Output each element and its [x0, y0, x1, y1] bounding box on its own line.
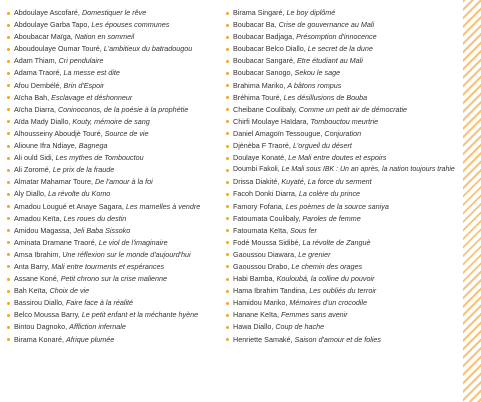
- bullet-icon: [226, 48, 229, 51]
- book-list-left: [6, 7, 231, 346]
- book-title: Crise de gouvernance au Mali: [278, 20, 375, 30]
- bullet-icon: [7, 290, 10, 293]
- bullet-icon: [7, 96, 10, 99]
- author-name: Fatoumata Keïta,: [233, 225, 289, 235]
- book-title: Mali entre tourments et espérances: [51, 261, 165, 271]
- book-title: Coninoconos, de la poésie à la prophétie: [57, 104, 189, 114]
- book-title: Le petit enfant et la méchante hyène: [81, 310, 199, 320]
- book-title: L'ambitieux du batradougou: [103, 44, 193, 54]
- bullet-icon: [226, 145, 229, 148]
- bullet-icon: [226, 229, 229, 232]
- book-title: Coup de hache: [275, 322, 325, 332]
- book-title: Affliction infernale: [69, 322, 126, 332]
- book-title: Le grenier: [298, 249, 331, 259]
- book-title: Faire face à la réalité: [65, 298, 134, 308]
- list-item: [225, 309, 455, 321]
- book-title: Comme un petit air de démocratie: [298, 104, 408, 114]
- book-title: Le secret de la dune: [307, 44, 373, 54]
- list-item: [6, 31, 231, 43]
- list-item: [6, 273, 231, 285]
- list-item: [6, 164, 231, 176]
- bullet-icon: [7, 169, 10, 172]
- list-item: [6, 201, 231, 213]
- author-name: Hamidou Mariko,: [233, 298, 288, 308]
- list-item: [6, 55, 231, 67]
- bullet-icon: [7, 193, 10, 196]
- author-name: Abdoulaye Garba Tapo,: [14, 20, 90, 30]
- list-item: [225, 176, 455, 188]
- author-name: Fatoumata Coulibaly,: [233, 213, 301, 223]
- list-item: [6, 43, 231, 55]
- list-item: [6, 80, 231, 92]
- author-name: Hawa Diallo,: [233, 322, 274, 332]
- book-title: De l'amour à la foi: [94, 177, 153, 187]
- author-name: Almatar Mahamar Toure,: [14, 177, 93, 187]
- bullet-icon: [226, 253, 229, 256]
- list-item: [225, 261, 455, 273]
- author-name: Habi Bamba,: [233, 274, 275, 284]
- book-title: Les mamelles à vendre: [125, 201, 201, 211]
- bullet-icon: [226, 120, 229, 123]
- book-title: Le chemin des orages: [291, 261, 363, 271]
- left-book-list: [6, 7, 231, 346]
- bullet-icon: [7, 326, 10, 329]
- book-title: Kouloubá, la colline du pouvoir: [276, 274, 375, 284]
- author-name: Afou Dembélé,: [14, 80, 62, 90]
- list-item: [225, 43, 455, 55]
- bullet-icon: [226, 326, 229, 329]
- author-name: Adama Traoré,: [14, 68, 62, 78]
- list-item: [6, 285, 231, 297]
- author-name: Boubacar Badjaga,: [233, 32, 295, 42]
- author-name: Cheibane Coulibaly,: [233, 104, 297, 114]
- list-item: [225, 273, 455, 285]
- book-title: Les oubliés du terroir: [309, 286, 377, 296]
- author-name: Bintou Dagnoko,: [14, 322, 68, 332]
- author-name: Famory Fofana,: [233, 201, 284, 211]
- bullet-icon: [226, 278, 229, 281]
- list-item: [6, 152, 231, 164]
- author-name: Boubacar Ba,: [233, 20, 277, 30]
- bullet-icon: [7, 84, 10, 87]
- book-title: Esclavage et déshonneur: [51, 92, 133, 102]
- bullet-icon: [7, 145, 10, 148]
- author-name: Fodé Moussa Sidibé,: [233, 237, 301, 247]
- list-item: [6, 297, 231, 309]
- list-item: [6, 128, 231, 140]
- bullet-icon: [226, 108, 229, 111]
- list-item: [225, 249, 455, 261]
- book-title: Source de vie: [104, 128, 149, 138]
- bullet-icon: [7, 253, 10, 256]
- author-name: Drissa Diakité,: [233, 177, 280, 187]
- bullet-icon: [7, 338, 10, 341]
- author-name: Amsa Ibrahim,: [14, 249, 61, 259]
- bullet-icon: [226, 205, 229, 208]
- bullet-icon: [226, 181, 229, 184]
- book-title: Jeli Baba Sissoko: [73, 225, 131, 235]
- author-name: Boubacar Sanogo,: [233, 68, 293, 78]
- bullet-icon: [7, 278, 10, 281]
- author-name: Facoh Donki Diarra,: [233, 189, 297, 199]
- book-title: Bagnega: [78, 141, 108, 151]
- book-title: Kuyaté, La force du serment: [281, 177, 372, 187]
- right-book-list: [225, 7, 455, 346]
- list-item: [6, 67, 231, 79]
- bullet-icon: [226, 265, 229, 268]
- bullet-icon: [226, 241, 229, 244]
- author-name: Boubacar Belco Diallo,: [233, 44, 306, 54]
- list-item: [6, 140, 231, 152]
- list-item: [6, 92, 231, 104]
- author-name: Bassirou Diallo,: [14, 298, 64, 308]
- author-name: Amadou Lougué et Anaye Sagara,: [14, 201, 124, 211]
- bullet-icon: [7, 229, 10, 232]
- author-name: Aïcha Diarra,: [14, 104, 56, 114]
- list-item: [225, 164, 455, 176]
- author-name: Ali Zoromé,: [14, 165, 51, 175]
- book-title: Kouty, mémoire de sang: [72, 116, 150, 126]
- bullet-icon: [226, 36, 229, 39]
- list-item: [6, 104, 231, 116]
- book-title: Les désillusions de Bouba: [283, 92, 368, 102]
- book-title: La messe est dite: [63, 68, 120, 78]
- list-item: [6, 261, 231, 273]
- book-title: Etre étudiant au Mali: [296, 56, 363, 66]
- author-name: Gaoussou Drabo,: [233, 261, 290, 271]
- author-name: Anta Barry,: [14, 261, 50, 271]
- book-title: Le Mali sous IBK : Un an après, la nation toujours trahie: [281, 166, 455, 174]
- book-title: Femmes sans avenir: [280, 310, 348, 320]
- bullet-icon: [7, 314, 10, 317]
- author-name: Birama Singaré,: [233, 8, 285, 17]
- list-item: [225, 19, 455, 31]
- author-name: Boubacar Sangaré,: [233, 56, 295, 66]
- author-name: Assane Koné,: [14, 274, 59, 284]
- author-name: Amidou Magassa,: [14, 225, 72, 235]
- book-title: Petit chrono sur la crise malienne: [60, 274, 168, 284]
- book-title: Sous fer: [290, 225, 317, 235]
- list-item: [225, 152, 455, 164]
- list-item: [225, 213, 455, 225]
- bullet-icon: [7, 132, 10, 135]
- list-item: [6, 249, 231, 261]
- list-item: [6, 309, 231, 321]
- author-name: Doulaye Konaté,: [233, 153, 287, 163]
- list-item: [225, 237, 455, 249]
- bullet-icon: [226, 60, 229, 63]
- author-name: Birama Konaré,: [14, 334, 64, 344]
- bullet-icon: [226, 302, 229, 305]
- author-name: Brahima Mariko,: [233, 80, 286, 90]
- book-title: Les mythes de Tombouctou: [55, 153, 144, 163]
- list-item: [225, 201, 455, 213]
- list-item: [225, 297, 455, 309]
- decorative-stripe: [463, 0, 481, 402]
- book-title: Sekou le sage: [294, 68, 341, 78]
- list-item: [6, 176, 231, 188]
- list-item: [225, 140, 455, 152]
- bullet-icon: [226, 12, 229, 15]
- list-item: [6, 7, 231, 19]
- bullet-icon: [7, 60, 10, 63]
- bullet-icon: [7, 24, 10, 27]
- list-item: [6, 321, 231, 333]
- bullet-icon: [7, 302, 10, 305]
- author-name: Aboudoulaye Oumar Touré,: [14, 44, 102, 54]
- list-item: [225, 92, 455, 104]
- author-name: Gaoussou Diawara,: [233, 249, 297, 259]
- bullet-icon: [226, 72, 229, 75]
- bullet-icon: [7, 108, 10, 111]
- book-title: Une réflexion sur le monde d'aujourd'hui: [62, 249, 191, 259]
- list-item: [225, 31, 455, 43]
- bullet-icon: [226, 169, 229, 172]
- author-name: Hama Ibrahim Tandina,: [233, 286, 308, 296]
- bullet-icon: [7, 48, 10, 51]
- book-title: A bâtons rompus: [287, 80, 342, 90]
- book-title: Saison d'amour et de folies: [294, 334, 382, 344]
- book-title: Cri pendulaire: [58, 56, 104, 66]
- book-title: Choix de vie: [49, 286, 90, 296]
- list-item: [225, 225, 455, 237]
- author-name: Alioune Ifra Ndiaye,: [14, 141, 77, 151]
- book-title: La révolte de Zanguè: [302, 237, 371, 247]
- list-item: [225, 285, 455, 297]
- author-name: Djènèba F Traoré,: [233, 141, 291, 151]
- list-item: [6, 237, 231, 249]
- author-name: Daniel Amagoïn Tessougue,: [233, 128, 323, 138]
- list-item: [225, 67, 455, 79]
- bullet-icon: [226, 84, 229, 87]
- book-title: Paroles de femme: [302, 213, 361, 223]
- list-item: [225, 104, 455, 116]
- bullet-icon: [7, 120, 10, 123]
- bullet-icon: [7, 217, 10, 220]
- author-name: Aïda Mady Diallo,: [14, 116, 71, 126]
- bullet-icon: [7, 241, 10, 244]
- bullet-icon: [226, 314, 229, 317]
- book-title: Les poèmes de la source saniya: [285, 201, 389, 211]
- book-title: Mémoires d'un crocodile: [289, 298, 368, 308]
- author-name: Amadou Keïta,: [14, 213, 62, 223]
- bullet-icon: [226, 290, 229, 293]
- bullet-icon: [7, 181, 10, 184]
- bullet-icon: [226, 132, 229, 135]
- author-name: Hanane Keïta,: [233, 310, 279, 320]
- book-list-right: [225, 7, 455, 346]
- list-item: [225, 128, 455, 140]
- bullet-icon: [7, 36, 10, 39]
- author-name: Bah Keïta,: [14, 286, 48, 296]
- author-name: Ali ould Sidi,: [14, 153, 54, 163]
- book-title: Nation en sommeil: [74, 32, 135, 42]
- book-title: La colère du prince: [298, 189, 361, 199]
- bullet-icon: [226, 157, 229, 160]
- book-title: Les roues du destin: [63, 213, 127, 223]
- list-item: [225, 7, 455, 19]
- list-item: [225, 321, 455, 333]
- book-title: Le Mali entre doutes et espoirs: [288, 153, 387, 163]
- author-name: Belco Moussa Barry,: [14, 310, 80, 320]
- bullet-icon: [7, 205, 10, 208]
- bullet-icon: [7, 12, 10, 15]
- book-title: Domestiquer le rêve: [81, 8, 147, 17]
- bullet-icon: [226, 96, 229, 99]
- book-title: La révolte du Komo: [47, 189, 111, 199]
- list-item: [6, 19, 231, 31]
- author-name: Aminata Dramane Traoré,: [14, 237, 97, 247]
- list-item: [225, 188, 455, 200]
- author-name: Doumbi Fakoli,: [233, 166, 280, 174]
- author-name: Aboubacar Maïga,: [14, 32, 73, 42]
- book-title: L'orgueil du désert: [292, 141, 352, 151]
- book-title: Le viol de l'imaginaire: [98, 237, 168, 247]
- list-item: [225, 55, 455, 67]
- list-item: [225, 334, 455, 346]
- book-title: Afrique plumée: [65, 334, 115, 344]
- list-item: [6, 213, 231, 225]
- bullet-icon: [226, 338, 229, 341]
- bullet-icon: [7, 265, 10, 268]
- book-title: Le boy diplômé: [286, 8, 336, 17]
- author-name: Henriette Samaké,: [233, 334, 293, 344]
- book-title: Tombouctou meurtrie: [310, 116, 379, 126]
- list-item: [6, 188, 231, 200]
- author-name: Aly Diallo,: [14, 189, 46, 199]
- author-name: Alhousseiny Aboudjè Touré,: [14, 128, 103, 138]
- book-title: Le prix de la fraude: [52, 165, 115, 175]
- list-item: [6, 116, 231, 128]
- author-name: Aïcha Bah,: [14, 92, 50, 102]
- list-item: [225, 80, 455, 92]
- author-name: Chirfi Moulaye Haïdara,: [233, 116, 309, 126]
- list-item: [6, 334, 231, 346]
- book-title: Les épouses communes: [91, 20, 170, 30]
- book-title: Présomption d'innocence: [296, 32, 377, 42]
- bullet-icon: [7, 157, 10, 160]
- author-name: Bréhima Touré,: [233, 92, 282, 102]
- bullet-icon: [226, 217, 229, 220]
- bullet-icon: [226, 24, 229, 27]
- book-title: Conjuration: [324, 128, 362, 138]
- list-item: [6, 225, 231, 237]
- book-title: Brin d'Espoir: [63, 80, 105, 90]
- author-name: Abdoulaye Ascofaré,: [14, 8, 80, 17]
- bullet-icon: [7, 72, 10, 75]
- list-item: [225, 116, 455, 128]
- author-name: Adam Thiam,: [14, 56, 57, 66]
- bullet-icon: [226, 193, 229, 196]
